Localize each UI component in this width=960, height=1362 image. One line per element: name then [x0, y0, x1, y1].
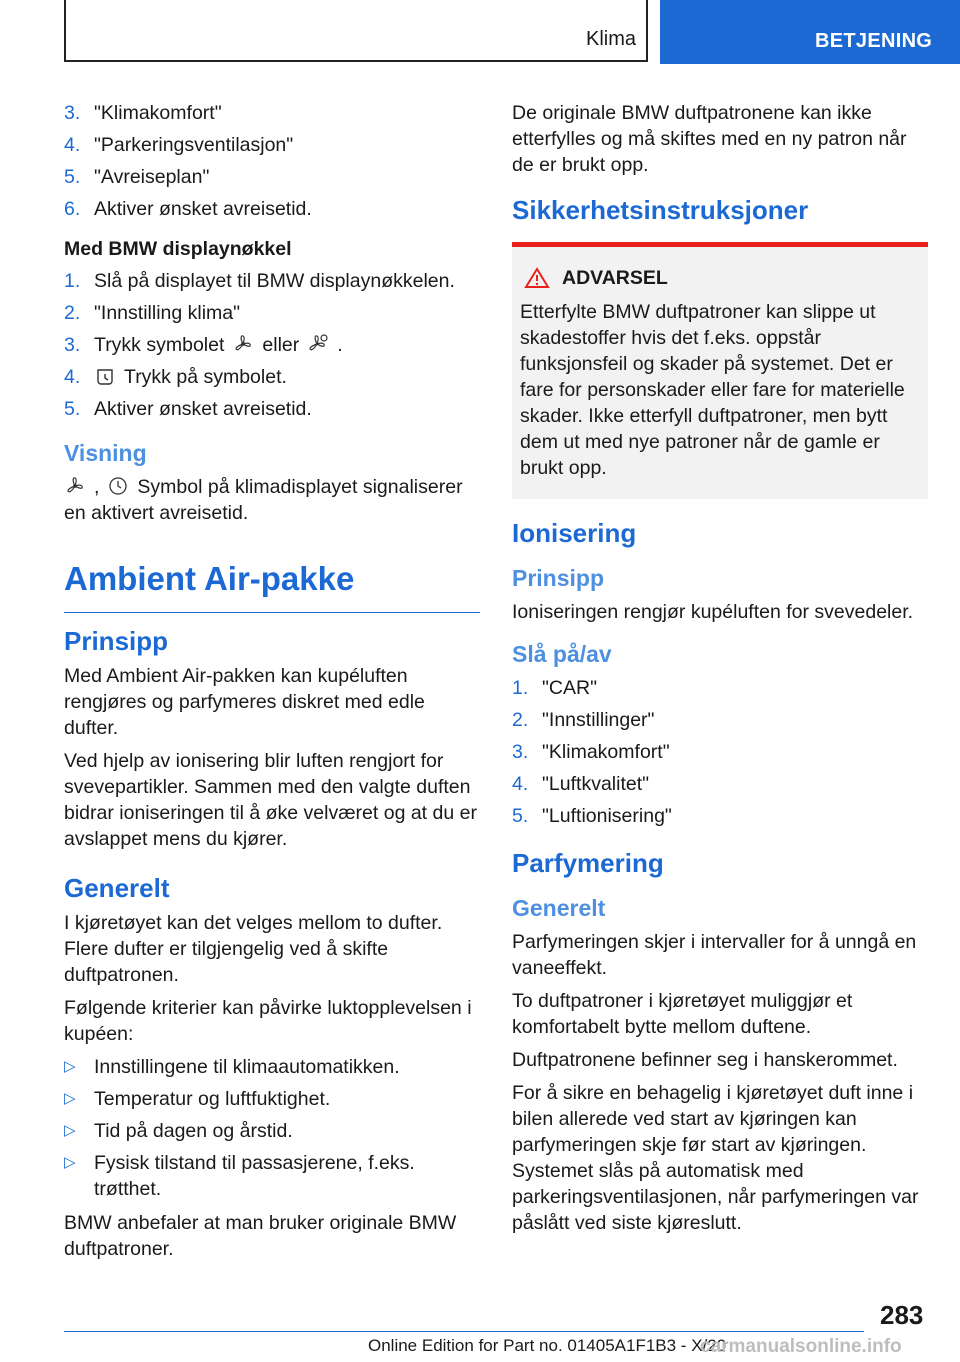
step-number: 4.	[512, 773, 529, 795]
ionisering-heading: Ionisering	[512, 518, 637, 548]
paragraph: For å sikre en behagelig i kjøretøyet duft inne i bilen allerede ved start av kjøringen kan parfymeringen skje før start av kjøringen. Systemet slås på automatisk med parkeringsventilasjonen, når parfymeringen var påslått ved siste kjøreslutt.	[512, 1082, 919, 1234]
visning-paragraph	[64, 474, 480, 526]
list-item	[64, 1118, 480, 1144]
list-item	[64, 164, 480, 190]
step-number: 1.	[512, 677, 529, 699]
parfymering-heading: Parfymering	[512, 848, 664, 878]
step-text: Aktiver ønsket avreisetid.	[94, 398, 312, 420]
step-number: 5.	[64, 166, 81, 188]
list-item	[64, 132, 480, 158]
step-text: Trykk på symbolet.	[124, 366, 287, 388]
list-item	[64, 100, 480, 126]
step-text: "Klimakomfort"	[94, 102, 222, 124]
paragraph: Ved hjelp av ionisering blir luften rengjort for svevepartikler. Sammen med den valgte duften bidrar ioniseringen til å øke velværet og at du er avslappet mens du kjører.	[64, 750, 477, 850]
warning-title	[520, 265, 920, 291]
visning-heading: Visning	[64, 440, 147, 466]
list-item	[64, 332, 480, 358]
list-item	[64, 1150, 480, 1202]
step-number: 5.	[64, 398, 81, 420]
step-text: "Luftionisering"	[542, 805, 672, 827]
step-text: "Avreiseplan"	[94, 166, 210, 188]
page-number: 283	[880, 1300, 924, 1330]
criteria-text: Tid på dagen og årstid.	[94, 1120, 293, 1142]
step-number: 2.	[64, 302, 81, 324]
step-text: eller	[262, 334, 300, 356]
header-section-title: Klima	[585, 28, 636, 50]
warning-title-text: ADVARSEL	[562, 267, 668, 289]
list-item	[64, 364, 480, 390]
step-text: "Innstilling klima"	[94, 302, 241, 324]
paragraph: Med Ambient Air-pakken kan kupéluften rengjøres og parfymeres diskret med edle dufter.	[64, 665, 425, 739]
header-chapter-label: BETJENING	[815, 30, 933, 52]
list-item	[512, 675, 928, 701]
paragraph: De originale BMW duftpatronene kan ikke etterfylles og må skiftes med en ny patron når de er brukt opp.	[512, 102, 907, 176]
steps-list-a	[64, 100, 480, 222]
list-item	[64, 196, 480, 222]
paragraph: BMW anbefaler at man bruker originale BMW duftpatroner.	[64, 1212, 457, 1260]
bullet-icon: ▷	[64, 1090, 76, 1107]
paragraph: Ioniseringen rengjør kupéluften for svevedeler.	[512, 601, 914, 623]
criteria-list	[64, 1054, 480, 1202]
step-text: "Klimakomfort"	[542, 741, 670, 763]
clock-icon	[107, 476, 129, 496]
step-text: Aktiver ønsket avreisetid.	[94, 198, 312, 220]
list-item	[512, 707, 928, 733]
footer-watermark: carmanualsonline.info	[700, 1336, 902, 1357]
step-number: 1.	[64, 270, 81, 292]
criteria-text: Fysisk tilstand til passasjerene, f.eks. trøtthet.	[94, 1152, 415, 1200]
prinsipp-subheading: Prinsipp	[512, 565, 605, 591]
step-number: 6.	[64, 198, 81, 220]
prinsipp-heading: Prinsipp	[64, 626, 169, 656]
list-item	[64, 300, 480, 326]
step-number: 3.	[64, 102, 81, 124]
step-text: "CAR"	[542, 677, 598, 699]
step-text: "Parkeringsventilasjon"	[94, 134, 294, 156]
step-number: 3.	[64, 334, 81, 356]
paragraph: Parfymeringen skjer i intervaller for å unngå en vaneeffekt.	[512, 931, 917, 979]
criteria-text: Temperatur og luftfuktighet.	[94, 1088, 331, 1110]
paragraph: To duftpatroner i kjøretøyet muliggjør et komfortabelt bytte mellom duftene.	[512, 990, 853, 1038]
header-frame	[64, 0, 648, 62]
right-column	[512, 100, 928, 1243]
bullet-icon: ▷	[64, 1058, 76, 1075]
list-item	[64, 396, 480, 422]
list-item	[64, 1054, 480, 1080]
bullet-icon: ▷	[64, 1154, 76, 1171]
step-text: Trykk symbolet	[94, 334, 225, 356]
fan-icon	[232, 334, 254, 354]
key-steps-list	[64, 268, 480, 422]
timer-icon	[94, 366, 116, 386]
ambient-title: Ambient Air-pakke	[64, 560, 480, 613]
list-item	[64, 1086, 480, 1112]
paragraph: Følgende kriterier kan påvirke luktopplevelsen i kupéen:	[64, 997, 472, 1045]
footer-edition: Online Edition for Part no. 01405A1F1B3 - X/20	[368, 1336, 727, 1355]
step-number: 4.	[64, 366, 81, 388]
fan-icon	[64, 476, 86, 496]
warning-box	[512, 242, 928, 499]
step-text: "Innstillinger"	[542, 709, 655, 731]
step-number: 2.	[512, 709, 529, 731]
generelt-heading: Generelt	[64, 873, 170, 903]
visning-text: Symbol på klimadisplayet signaliserer en aktivert avreisetid.	[64, 476, 463, 524]
step-text: .	[337, 334, 343, 356]
left-column	[64, 100, 480, 1269]
bullet-icon: ▷	[64, 1122, 76, 1139]
step-text: "Luftkvalitet"	[542, 773, 650, 795]
header-chapter-tab	[660, 0, 960, 64]
step-number: 5.	[512, 805, 529, 827]
key-heading: Med BMW displaynøkkel	[64, 238, 292, 260]
paragraph: I kjøretøyet kan det velges mellom to dufter. Flere dufter er tilgjengelig ved å skifte duftpatronen.	[64, 912, 443, 986]
criteria-text: Innstillingene til klimaautomatikken.	[94, 1056, 400, 1078]
list-item	[64, 268, 480, 294]
fan-clock-icon	[307, 334, 329, 354]
step-text: Slå på displayet til BMW displaynøkkelen.	[94, 270, 455, 292]
ionisering-steps-list	[512, 675, 928, 829]
safety-heading: Sikkerhetsinstruksjoner	[512, 195, 809, 225]
list-item	[512, 739, 928, 765]
paragraph: Duftpatronene befinner seg i hanskerommet.	[512, 1049, 898, 1071]
generelt-subheading: Generelt	[512, 895, 606, 921]
page-header	[0, 0, 960, 66]
list-item	[512, 771, 928, 797]
icon-separator: ,	[94, 476, 100, 498]
warning-triangle-icon	[524, 267, 550, 289]
step-number: 3.	[512, 741, 529, 763]
onoff-subheading: Slå på/av	[512, 641, 612, 667]
footer-divider	[64, 1331, 864, 1332]
warning-text: Etterfylte BMW duftpatroner kan slippe ut skadestoffer hvis det f.eks. oppstår funksjonsfeil og skader på systemet. Det er fare for personskader eller fare for materielle skader. Ikke etterfyll duftpatroner, men bytt dem ut med nye patroner når de gamle er brukt opp.	[520, 301, 905, 479]
step-number: 4.	[64, 134, 81, 156]
list-item	[512, 803, 928, 829]
